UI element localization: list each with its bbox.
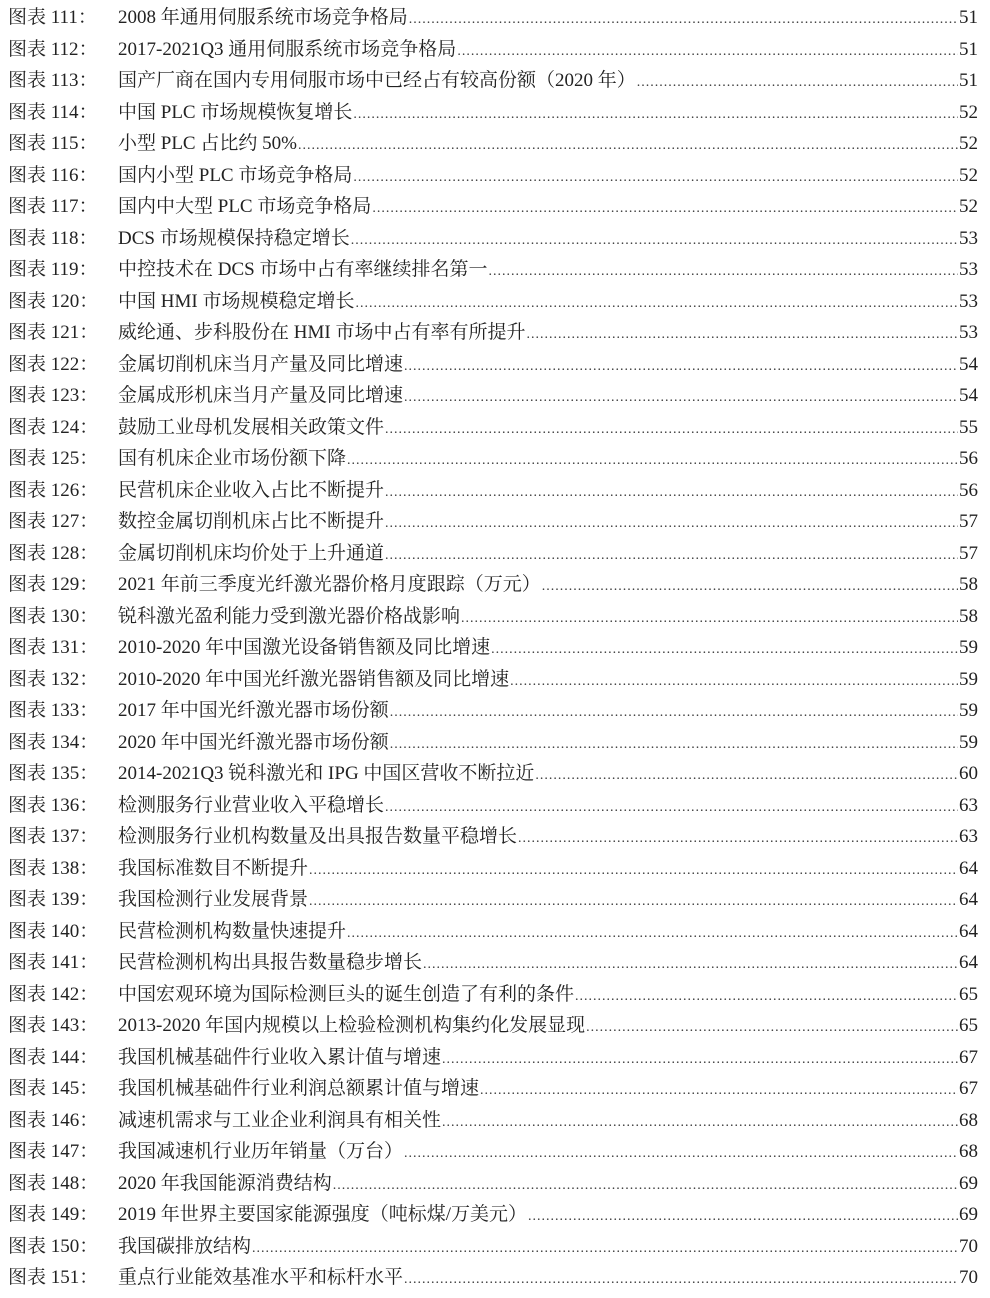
figure-title[interactable]: 民营检测机构出具报告数量稳步增长 [118, 952, 423, 973]
figure-title[interactable]: 中国宏观环境为国际检测巨头的诞生创造了有利的条件 [118, 983, 575, 1005]
dot-leader [491, 634, 958, 666]
figure-title[interactable]: 金属成形机床当月产量及同比增速 [118, 385, 404, 406]
dot-leader [385, 508, 958, 540]
toc-entry[interactable] [0, 1105, 990, 1137]
toc-entry[interactable] [0, 1262, 990, 1294]
figure-title[interactable]: 检测服务行业营业收入平稳增长 [118, 794, 385, 816]
page-number[interactable]: 53 [959, 290, 978, 312]
page-number[interactable]: 57 [959, 542, 978, 564]
page-number[interactable]: 55 [959, 416, 978, 438]
page-number[interactable]: 52 [959, 164, 978, 186]
dot-leader [353, 162, 958, 194]
dot-leader [372, 193, 958, 225]
page-number[interactable]: 63 [959, 794, 978, 816]
figure-title[interactable]: 金属切削机床当月产量及同比增速 [118, 353, 404, 375]
dot-leader [385, 477, 958, 509]
dot-leader [586, 1012, 958, 1044]
dot-leader [404, 1138, 958, 1170]
figure-title[interactable]: 小型 PLC 占比约 50% [118, 133, 297, 154]
toc-entry[interactable] [0, 1010, 990, 1042]
page-number[interactable]: 63 [959, 826, 978, 847]
figure-label: 图表 114： [8, 101, 98, 123]
page-number[interactable]: 56 [959, 479, 978, 501]
figure-title[interactable]: 2010-2020 年中国光纤激光器销售额及同比增速 [118, 668, 510, 690]
toc-entry[interactable] [0, 380, 990, 412]
figure-label: 图表 143： [8, 1015, 99, 1036]
page-number[interactable]: 59 [959, 700, 978, 721]
page-number[interactable]: 59 [959, 668, 978, 690]
page-number[interactable]: 64 [959, 952, 978, 973]
dot-leader [528, 1201, 958, 1233]
dot-leader [390, 729, 958, 761]
page-number[interactable]: 64 [959, 857, 978, 879]
figure-label: 图表 138： [8, 857, 99, 879]
dot-leader [390, 697, 958, 729]
page-number[interactable]: 54 [959, 385, 978, 406]
toc-entry[interactable] [0, 286, 990, 318]
figure-title[interactable]: 2020 年中国光纤激光器市场份额 [118, 731, 389, 753]
figure-title[interactable]: 我国机械基础件行业利润总额累计值与增速 [118, 1078, 480, 1099]
figure-title[interactable]: 鼓励工业母机发展相关政策文件 [118, 416, 385, 438]
figure-title[interactable]: 国产厂商在国内专用伺服市场中已经占有较高份额（2020 年） [118, 70, 636, 91]
figure-label: 图表 127： [8, 511, 99, 532]
toc-entry[interactable] [0, 1136, 990, 1168]
dot-leader [309, 855, 958, 887]
figure-label: 图表 144： [8, 1046, 99, 1068]
dot-leader [409, 4, 958, 36]
page-number[interactable]: 60 [959, 763, 978, 784]
figure-title[interactable]: 民营机床企业收入占比不断提升 [118, 479, 385, 501]
figure-title[interactable]: 我国机械基础件行业收入累计值与增速 [118, 1046, 442, 1068]
figure-label: 图表 140： [8, 920, 99, 942]
dot-leader [404, 1264, 958, 1296]
page-number[interactable]: 64 [959, 889, 978, 910]
figure-label: 图表 139： [8, 889, 99, 910]
toc-entry[interactable] [0, 34, 990, 66]
page-number[interactable]: 53 [959, 322, 978, 343]
figure-title[interactable]: 国有机床企业市场份额下降 [118, 448, 347, 469]
toc-entry[interactable] [0, 569, 990, 601]
figure-title[interactable]: 我国碳排放结构 [118, 1235, 252, 1257]
page-number[interactable]: 56 [959, 448, 978, 469]
page-number[interactable]: 68 [959, 1109, 978, 1131]
dot-leader [510, 666, 958, 698]
dot-leader [298, 130, 958, 162]
figure-label: 图表 112： [8, 38, 98, 60]
figure-label: 图表 150： [8, 1235, 99, 1257]
page-number[interactable]: 53 [959, 259, 978, 280]
page-number[interactable]: 67 [959, 1078, 978, 1099]
toc-entry[interactable] [0, 2, 990, 34]
figure-title[interactable]: 2014-2021Q3 锐科激光和 IPG 中国区营收不断拉近 [118, 763, 535, 784]
dot-leader [385, 540, 958, 572]
figure-title[interactable]: 我国检测行业发展背景 [118, 889, 309, 910]
toc-entry[interactable] [0, 160, 990, 192]
dot-leader [442, 1044, 958, 1076]
figure-label: 图表 115： [8, 133, 98, 154]
toc-entry[interactable] [0, 790, 990, 822]
toc-entry[interactable] [0, 695, 990, 727]
toc-entry[interactable] [0, 1073, 990, 1105]
toc-entry[interactable] [0, 254, 990, 286]
figure-label: 图表 113： [8, 70, 98, 91]
figure-label: 图表 145： [8, 1078, 99, 1099]
figure-title[interactable]: 2017 年中国光纤激光器市场份额 [118, 700, 389, 721]
figure-title[interactable]: 中国 PLC 市场规模恢复增长 [118, 101, 353, 123]
dot-leader [333, 1170, 958, 1202]
page-number[interactable]: 69 [959, 1204, 978, 1225]
figure-label: 图表 131： [8, 637, 99, 658]
page-number[interactable]: 70 [959, 1235, 978, 1257]
toc-entry[interactable] [0, 853, 990, 885]
figure-label: 图表 128： [8, 542, 99, 564]
figure-title[interactable]: 我国标准数目不断提升 [118, 857, 309, 879]
figure-label: 图表 129： [8, 574, 99, 595]
figure-title[interactable]: 数控金属切削机床占比不断提升 [118, 511, 385, 532]
figure-label: 图表 132： [8, 668, 99, 690]
toc-entry[interactable] [0, 758, 990, 790]
figure-title[interactable]: 威纶通、步科股份在 HMI 市场中占有率有所提升 [118, 322, 526, 343]
toc-entry[interactable] [0, 884, 990, 916]
figure-title[interactable]: 重点行业能效基准水平和标杆水平 [118, 1267, 404, 1288]
toc-entry[interactable] [0, 632, 990, 664]
figure-label: 图表 151： [8, 1267, 99, 1288]
figure-title[interactable]: 2010-2020 年中国激光设备销售额及同比增速 [118, 637, 491, 658]
figure-label: 图表 136： [8, 794, 99, 816]
figure-label: 图表 149： [8, 1204, 99, 1225]
page-number[interactable]: 67 [959, 1046, 978, 1068]
page-number[interactable]: 54 [959, 353, 978, 375]
figure-title[interactable]: 减速机需求与工业企业利润具有相关性 [118, 1109, 442, 1131]
page-number[interactable]: 59 [959, 731, 978, 753]
figure-label: 图表 121： [8, 322, 99, 343]
dot-leader [461, 603, 958, 635]
toc-entry[interactable] [0, 349, 990, 381]
figure-label: 图表 147： [8, 1141, 99, 1162]
page-number[interactable]: 59 [959, 637, 978, 658]
toc-entry[interactable] [0, 475, 990, 507]
page-number[interactable]: 65 [959, 983, 978, 1005]
toc-entry[interactable] [0, 727, 990, 759]
dot-leader [637, 67, 958, 99]
page-number[interactable]: 52 [959, 101, 978, 123]
figure-title[interactable]: 2017-2021Q3 通用伺服系统市场竞争格局 [118, 38, 457, 60]
toc-entry[interactable] [0, 506, 990, 538]
figure-title[interactable]: 检测服务行业机构数量及出具报告数量平稳增长 [118, 826, 518, 847]
figure-label: 图表 133： [8, 700, 99, 721]
toc-entry[interactable] [0, 128, 990, 160]
page-number[interactable]: 51 [959, 70, 978, 91]
toc-entry[interactable] [0, 65, 990, 97]
page-number[interactable]: 58 [959, 605, 978, 627]
figure-title[interactable]: 国内中大型 PLC 市场竞争格局 [118, 196, 372, 217]
dot-leader [385, 414, 958, 446]
toc-entry[interactable] [0, 601, 990, 633]
toc-entry[interactable] [0, 1199, 990, 1231]
figure-title[interactable]: 我国减速机行业历年销量（万台） [118, 1141, 404, 1162]
table-of-figures [0, 2, 990, 1294]
figure-label: 图表 148： [8, 1172, 99, 1194]
dot-leader [347, 445, 958, 477]
page-number[interactable]: 51 [959, 38, 978, 60]
toc-entry[interactable] [0, 317, 990, 349]
dot-leader [347, 918, 958, 950]
page-number[interactable]: 68 [959, 1141, 978, 1162]
page-number[interactable]: 64 [959, 920, 978, 942]
page-number[interactable]: 51 [959, 7, 978, 28]
toc-entry[interactable] [0, 538, 990, 570]
figure-title[interactable]: 2008 年通用伺服系统市场竞争格局 [118, 7, 408, 28]
figure-title[interactable]: 2020 年我国能源消费结构 [118, 1172, 332, 1194]
toc-entry[interactable] [0, 1168, 990, 1200]
figure-label: 图表 130： [8, 605, 99, 627]
toc-entry[interactable] [0, 223, 990, 255]
toc-entry[interactable] [0, 191, 990, 223]
dot-leader [309, 886, 958, 918]
page-number[interactable]: 65 [959, 1015, 978, 1036]
dot-leader [535, 760, 958, 792]
page-number[interactable]: 52 [959, 133, 978, 154]
page-number[interactable]: 69 [959, 1172, 978, 1194]
page-number[interactable]: 70 [959, 1267, 978, 1288]
toc-entry[interactable] [0, 664, 990, 696]
toc-entry[interactable] [0, 979, 990, 1011]
toc-entry[interactable] [0, 1042, 990, 1074]
figure-label: 图表 141： [8, 952, 99, 973]
figure-label: 图表 116： [8, 164, 98, 186]
dot-leader [442, 1107, 958, 1139]
dot-leader [526, 319, 958, 351]
figure-label: 图表 135： [8, 763, 99, 784]
figure-title[interactable]: 2013-2020 年国内规模以上检验检测机构集约化发展显现 [118, 1015, 586, 1036]
dot-leader [488, 256, 958, 288]
figure-label: 图表 117： [8, 196, 98, 217]
figure-label: 图表 120： [8, 290, 99, 312]
toc-entry[interactable] [0, 821, 990, 853]
dot-leader [404, 382, 958, 414]
figure-title[interactable]: 国内小型 PLC 市场竞争格局 [118, 164, 353, 186]
figure-label: 图表 122： [8, 353, 99, 375]
figure-label: 图表 126： [8, 479, 99, 501]
figure-title[interactable]: 金属切削机床均价处于上升通道 [118, 542, 385, 564]
figure-label: 图表 123： [8, 385, 99, 406]
figure-label: 图表 137： [8, 826, 99, 847]
figure-label: 图表 124： [8, 416, 99, 438]
page-number[interactable]: 52 [959, 196, 978, 217]
toc-entry[interactable] [0, 412, 990, 444]
figure-title[interactable]: 2021 年前三季度光纤激光器价格月度跟踪（万元） [118, 574, 541, 595]
figure-title[interactable]: DCS 市场规模保持稳定增长 [118, 227, 350, 249]
dot-leader [480, 1075, 958, 1107]
figure-title[interactable]: 民营检测机构数量快速提升 [118, 920, 347, 942]
toc-entry[interactable] [0, 947, 990, 979]
toc-entry[interactable] [0, 1231, 990, 1263]
dot-leader [518, 823, 958, 855]
dot-leader [351, 225, 958, 257]
figure-title[interactable]: 锐科激光盈利能力受到激光器价格战影响 [118, 605, 461, 627]
figure-label: 图表 118： [8, 227, 98, 249]
figure-title[interactable]: 中控技术在 DCS 市场中占有率继续排名第一 [118, 259, 488, 280]
toc-entry[interactable] [0, 916, 990, 948]
figure-label: 图表 134： [8, 731, 99, 753]
dot-leader [353, 99, 958, 131]
figure-label: 图表 111： [8, 7, 97, 28]
dot-leader [252, 1233, 958, 1265]
page-number[interactable]: 57 [959, 511, 978, 532]
figure-title[interactable]: 2019 年世界主要国家能源强度（吨标煤/万美元） [118, 1204, 528, 1225]
dot-leader [457, 36, 958, 68]
figure-label: 图表 125： [8, 448, 99, 469]
dot-leader [355, 288, 958, 320]
dot-leader [404, 351, 958, 383]
page-number[interactable]: 53 [959, 227, 978, 249]
figure-label: 图表 119： [8, 259, 98, 280]
page-number[interactable]: 58 [959, 574, 978, 595]
dot-leader [575, 981, 958, 1013]
figure-label: 图表 142： [8, 983, 99, 1005]
dot-leader [385, 792, 958, 824]
toc-entry[interactable] [0, 443, 990, 475]
figure-title[interactable]: 中国 HMI 市场规模稳定增长 [118, 290, 355, 312]
toc-entry[interactable] [0, 97, 990, 129]
dot-leader [542, 571, 958, 603]
dot-leader [423, 949, 958, 981]
figure-label: 图表 146： [8, 1109, 99, 1131]
